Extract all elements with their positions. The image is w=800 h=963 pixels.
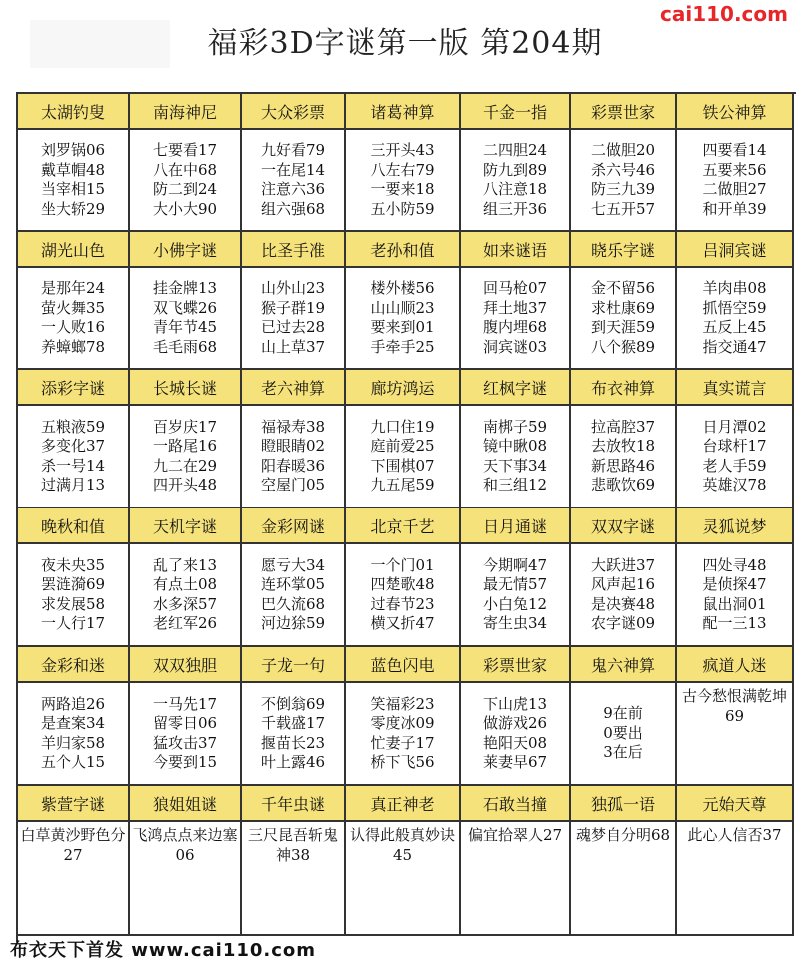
riddle-line: 指交通47	[702, 337, 767, 356]
riddle-cell	[346, 406, 461, 509]
riddle-line: 认得此般真妙诀45	[349, 826, 455, 864]
riddle-line: 组三开36	[482, 199, 548, 218]
riddle-cell	[346, 683, 461, 786]
riddle-line: 九五尾59	[370, 476, 435, 494]
expert-name: 真正神老	[346, 786, 461, 822]
expert-name: 彩票世家	[571, 94, 677, 130]
expert-name: 灵狐说梦	[677, 508, 794, 544]
riddle-cell	[242, 268, 346, 370]
riddle-line: 五反上45	[702, 318, 767, 336]
riddle-cell	[130, 544, 242, 647]
riddle-line: 过春节23	[370, 594, 435, 613]
riddle-line: 八注意18	[482, 180, 548, 198]
riddle-line: 四处寻48	[702, 555, 767, 574]
riddle-line: 9在前	[603, 704, 643, 723]
riddle-cell	[18, 130, 130, 232]
riddle-cell	[461, 822, 571, 936]
expert-name: 彩票世家	[461, 647, 571, 683]
riddle-line: 九口住19	[370, 417, 435, 436]
expert-name: 狼姐姐谜	[130, 786, 242, 822]
riddle-line: 鼠出洞01	[702, 594, 767, 613]
riddle-line: 八左右79	[370, 160, 435, 179]
riddle-line: 寄生虫34	[482, 614, 548, 632]
expert-name: 疯道人迷	[677, 647, 794, 683]
riddle-line: 3在后	[603, 743, 643, 762]
expert-name: 子龙一句	[242, 647, 346, 683]
riddle-line: 莱妻早67	[482, 753, 548, 771]
riddle-cell	[346, 822, 461, 936]
riddle-line: 楼外楼56	[370, 279, 435, 297]
riddle-line: 和三组12	[482, 476, 548, 494]
riddle-cell	[130, 683, 242, 786]
riddle-line: 萤火舞35	[40, 298, 106, 317]
riddle-line: 南梆子59	[482, 417, 548, 436]
expert-name: 湖光山色	[18, 232, 130, 268]
riddle-line: 要来到01	[370, 318, 435, 336]
riddle-line: 五粮液59	[40, 417, 106, 436]
riddle-cell	[571, 268, 677, 370]
riddle-line: 毛毛雨68	[152, 337, 218, 356]
expert-name: 双双字谜	[571, 508, 677, 544]
riddle-line: 防三九39	[590, 180, 656, 198]
riddle-line: 庭前爱25	[370, 437, 435, 455]
expert-name: 紫萱字谜	[18, 786, 130, 822]
riddle-line: 飞鸿点点来边塞06	[132, 826, 238, 864]
expert-name: 如来谜语	[461, 232, 571, 268]
riddle-line: 八个猴89	[590, 337, 656, 356]
riddle-line: 下围棋07	[370, 456, 435, 475]
riddle-line: 魂梦自分明68	[575, 826, 671, 844]
riddle-cell	[571, 406, 677, 509]
riddle-line: 四开头48	[152, 476, 218, 494]
footer-banner: 布衣天下首发 www.cai110.com	[10, 940, 317, 961]
riddle-line: 日月潭02	[702, 417, 767, 436]
riddle-line: 悲歌饮69	[590, 476, 656, 494]
riddle-line: 笑福彩23	[370, 694, 435, 713]
riddle-cell	[571, 822, 677, 936]
riddle-line: 刘罗锅06	[40, 141, 106, 159]
riddle-cell	[677, 268, 794, 370]
riddle-line: 猴子群19	[260, 298, 326, 317]
riddle-line: 洞宾谜03	[482, 337, 548, 356]
riddle-cell	[677, 683, 794, 786]
riddle-line: 大小大90	[152, 199, 218, 218]
riddle-line: 夜未央35	[40, 555, 106, 574]
expert-name: 添彩字谜	[18, 370, 130, 406]
riddle-line: 空屋门05	[260, 476, 326, 494]
riddle-grid	[16, 92, 796, 942]
riddle-line: 拜土地37	[482, 298, 548, 317]
expert-name: 比圣手准	[242, 232, 346, 268]
riddle-line: 不倒翁69	[260, 694, 326, 713]
riddle-cell	[346, 544, 461, 647]
expert-name: 铁公神算	[677, 94, 794, 130]
riddle-cell	[571, 544, 677, 647]
riddle-line: 四要看14	[702, 141, 767, 159]
riddle-cell	[18, 822, 130, 936]
riddle-line: 防九到89	[482, 160, 548, 179]
riddle-line: 艳阳天08	[482, 733, 548, 752]
riddle-line: 五个人15	[40, 753, 106, 771]
riddle-line: 青年节45	[152, 318, 218, 336]
riddle-line: 一要来18	[370, 180, 435, 198]
riddle-line: 愿亏大34	[260, 555, 326, 574]
riddle-line: 横又折47	[370, 614, 435, 632]
riddle-line: 拉高腔37	[590, 417, 656, 436]
expert-name: 红枫字谜	[461, 370, 571, 406]
riddle-line: 腹内埋68	[482, 318, 548, 336]
riddle-line: 一马先17	[152, 694, 218, 713]
riddle-line: 大跃进37	[590, 555, 656, 574]
riddle-line: 巴久流68	[260, 594, 326, 613]
expert-name: 大众彩票	[242, 94, 346, 130]
riddle-line: 过满月13	[40, 476, 106, 494]
expert-name: 独孤一语	[571, 786, 677, 822]
riddle-line: 天下事34	[482, 456, 548, 475]
riddle-line: 羊肉串08	[702, 279, 767, 297]
riddle-line: 组六强68	[260, 199, 326, 218]
riddle-line: 戴草帽48	[40, 160, 106, 179]
riddle-line: 回马枪07	[482, 279, 548, 297]
riddle-cell	[18, 406, 130, 509]
riddle-line: 连环掌05	[260, 575, 326, 593]
riddle-line: 千载盛17	[260, 714, 326, 732]
riddle-line: 一个门01	[370, 555, 435, 574]
riddle-cell	[346, 130, 461, 232]
expert-name: 日月通谜	[461, 508, 571, 544]
riddle-line: 福禄寿38	[260, 417, 326, 436]
expert-name: 南海神尼	[130, 94, 242, 130]
riddle-cell	[18, 683, 130, 786]
riddle-cell	[677, 544, 794, 647]
riddle-line: 多变化37	[40, 437, 106, 455]
riddle-line: 下山虎13	[482, 694, 548, 713]
riddle-line: 已过去28	[260, 318, 326, 336]
riddle-line: 五小防59	[370, 199, 435, 218]
riddle-line: 到天涯59	[590, 318, 656, 336]
riddle-line: 是侦探47	[702, 575, 767, 593]
riddle-line: 偏宜拾翠人27	[467, 826, 563, 844]
expert-name: 千年虫谜	[242, 786, 346, 822]
riddle-line: 零度冰09	[370, 714, 435, 732]
riddle-line: 桥下飞56	[370, 753, 435, 771]
riddle-line: 和开单39	[702, 199, 767, 218]
riddle-line: 一在尾14	[260, 160, 326, 179]
riddle-line: 白草黄沙野色分27	[20, 826, 126, 864]
page-title: 福彩3D字谜第一版 第204期	[207, 26, 603, 61]
riddle-cell	[242, 544, 346, 647]
expert-name: 晓乐字谜	[571, 232, 677, 268]
riddle-cell	[461, 544, 571, 647]
riddle-line: 五要来56	[702, 160, 767, 179]
riddle-line: 当宰相15	[40, 180, 106, 198]
expert-name: 吕洞宾谜	[677, 232, 794, 268]
riddle-cell	[18, 268, 130, 370]
riddle-line: 台球杆17	[702, 437, 767, 455]
riddle-line: 山外山23	[260, 279, 326, 297]
riddle-line: 一路尾16	[152, 437, 218, 455]
riddle-cell	[571, 130, 677, 232]
riddle-line: 三尺昆吾斩鬼神38	[247, 826, 338, 864]
expert-name: 小佛字谜	[130, 232, 242, 268]
expert-name: 金彩网谜	[242, 508, 346, 544]
expert-name: 元始天尊	[677, 786, 794, 822]
riddle-line: 今要到15	[152, 753, 218, 771]
riddle-line: 九好看79	[260, 141, 326, 159]
riddle-cell	[677, 130, 794, 232]
riddle-line: 此心人信否37	[687, 826, 782, 844]
riddle-line: 老红军26	[152, 614, 218, 632]
riddle-line: 三开头43	[370, 141, 435, 159]
riddle-line: 手牵手25	[370, 337, 435, 356]
site-logo-text[interactable]: cai110.com	[660, 2, 788, 26]
riddle-line: 七五开57	[590, 199, 656, 218]
expert-name: 千金一指	[461, 94, 571, 130]
riddle-line: 二做胆27	[702, 180, 767, 198]
riddle-line: 最无情57	[482, 575, 548, 593]
riddle-line: 猛攻击37	[152, 733, 218, 752]
riddle-line: 做游戏26	[482, 714, 548, 732]
riddle-line: 七要看17	[152, 141, 218, 159]
expert-name: 长城长谜	[130, 370, 242, 406]
riddle-cell	[346, 268, 461, 370]
riddle-cell	[130, 822, 242, 936]
riddle-cell	[242, 683, 346, 786]
riddle-line: 双飞蝶26	[152, 298, 218, 317]
riddle-line: 英雄汉78	[702, 476, 767, 494]
expert-name: 诸葛神算	[346, 94, 461, 130]
riddle-line: 风声起16	[590, 575, 656, 593]
riddle-line: 留零日06	[152, 714, 218, 732]
riddle-line: 揠苗长23	[260, 733, 326, 752]
riddle-line: 山山顺23	[370, 298, 435, 317]
riddle-cell	[130, 268, 242, 370]
riddle-line: 防二到24	[152, 180, 218, 198]
riddle-line: 一人败16	[40, 318, 106, 336]
expert-name: 老六神算	[242, 370, 346, 406]
expert-name: 蓝色闪电	[346, 647, 461, 683]
riddle-line: 今期啊47	[482, 555, 548, 574]
riddle-line: 古今愁恨满乾坤69	[681, 687, 787, 725]
riddle-cell	[461, 683, 571, 786]
riddle-line: 百岁庆17	[152, 417, 218, 436]
riddle-line: 九二在29	[152, 456, 218, 475]
riddle-cell	[130, 406, 242, 509]
riddle-line: 山上草37	[260, 337, 326, 356]
riddle-cell	[18, 544, 130, 647]
riddle-line: 抓悟空59	[702, 298, 767, 317]
riddle-line: 小白兔12	[482, 594, 548, 613]
expert-name: 老孙和值	[346, 232, 461, 268]
riddle-line: 水多深57	[152, 594, 218, 613]
riddle-cell	[461, 130, 571, 232]
riddle-line: 四楚歌48	[370, 575, 435, 593]
riddle-line: 求发展58	[40, 594, 106, 613]
riddle-line: 阳春暖36	[260, 456, 326, 475]
riddle-cell	[130, 130, 242, 232]
riddle-line: 镜中瞅08	[482, 437, 548, 455]
riddle-line: 有点土08	[152, 575, 218, 593]
riddle-line: 去放牧18	[590, 437, 656, 455]
riddle-line: 两路追26	[40, 694, 106, 713]
riddle-line: 配一三13	[702, 614, 767, 632]
riddle-line: 叶上露46	[260, 753, 326, 771]
riddle-line: 养蟑螂78	[40, 337, 106, 356]
expert-name: 双双独胆	[130, 647, 242, 683]
riddle-cell	[461, 406, 571, 509]
riddle-line: 乱了来13	[152, 555, 218, 574]
riddle-line: 金不留56	[590, 279, 656, 297]
riddle-line: 老人手59	[702, 456, 767, 475]
riddle-line: 注意六36	[260, 180, 326, 198]
riddle-line: 是查案34	[40, 714, 106, 732]
expert-name: 天机字谜	[130, 508, 242, 544]
riddle-line: 罢涟漪69	[40, 575, 106, 593]
riddle-line: 羊归家58	[40, 733, 106, 752]
riddle-line: 是那年24	[40, 279, 106, 297]
expert-name: 布衣神算	[571, 370, 677, 406]
riddle-cell	[571, 683, 677, 786]
riddle-line: 杀一号14	[40, 456, 106, 475]
expert-name: 石敢当撞	[461, 786, 571, 822]
riddle-cell	[242, 406, 346, 509]
riddle-line: 二做胆20	[590, 141, 656, 159]
riddle-line: 农字谜09	[590, 614, 656, 632]
riddle-cell	[677, 822, 794, 936]
riddle-line: 河边狳59	[260, 614, 326, 632]
riddle-line: 瞪眼睛02	[260, 437, 326, 455]
riddle-cell	[461, 268, 571, 370]
riddle-line: 坐大轿29	[40, 199, 106, 218]
riddle-line: 新思路46	[590, 456, 656, 475]
riddle-cell	[242, 822, 346, 936]
riddle-cell	[242, 130, 346, 232]
riddle-line: 忙妻子17	[370, 733, 435, 752]
riddle-line: 八在中68	[152, 160, 218, 179]
riddle-line: 挂金牌13	[152, 279, 218, 297]
riddle-line: 一人行17	[40, 614, 106, 632]
riddle-cell	[677, 406, 794, 509]
expert-name: 太湖钓叟	[18, 94, 130, 130]
expert-name: 金彩和迷	[18, 647, 130, 683]
riddle-line: 二四胆24	[482, 141, 548, 159]
expert-name: 北京千艺	[346, 508, 461, 544]
expert-name: 廊坊鸿运	[346, 370, 461, 406]
riddle-line: 杀六号46	[590, 160, 656, 179]
expert-name: 鬼六神算	[571, 647, 677, 683]
riddle-line: 是决赛48	[590, 594, 656, 613]
riddle-line: 0要出	[603, 723, 643, 742]
riddle-line: 求杜康69	[590, 298, 656, 317]
expert-name: 晚秋和值	[18, 508, 130, 544]
expert-name: 真实谎言	[677, 370, 794, 406]
